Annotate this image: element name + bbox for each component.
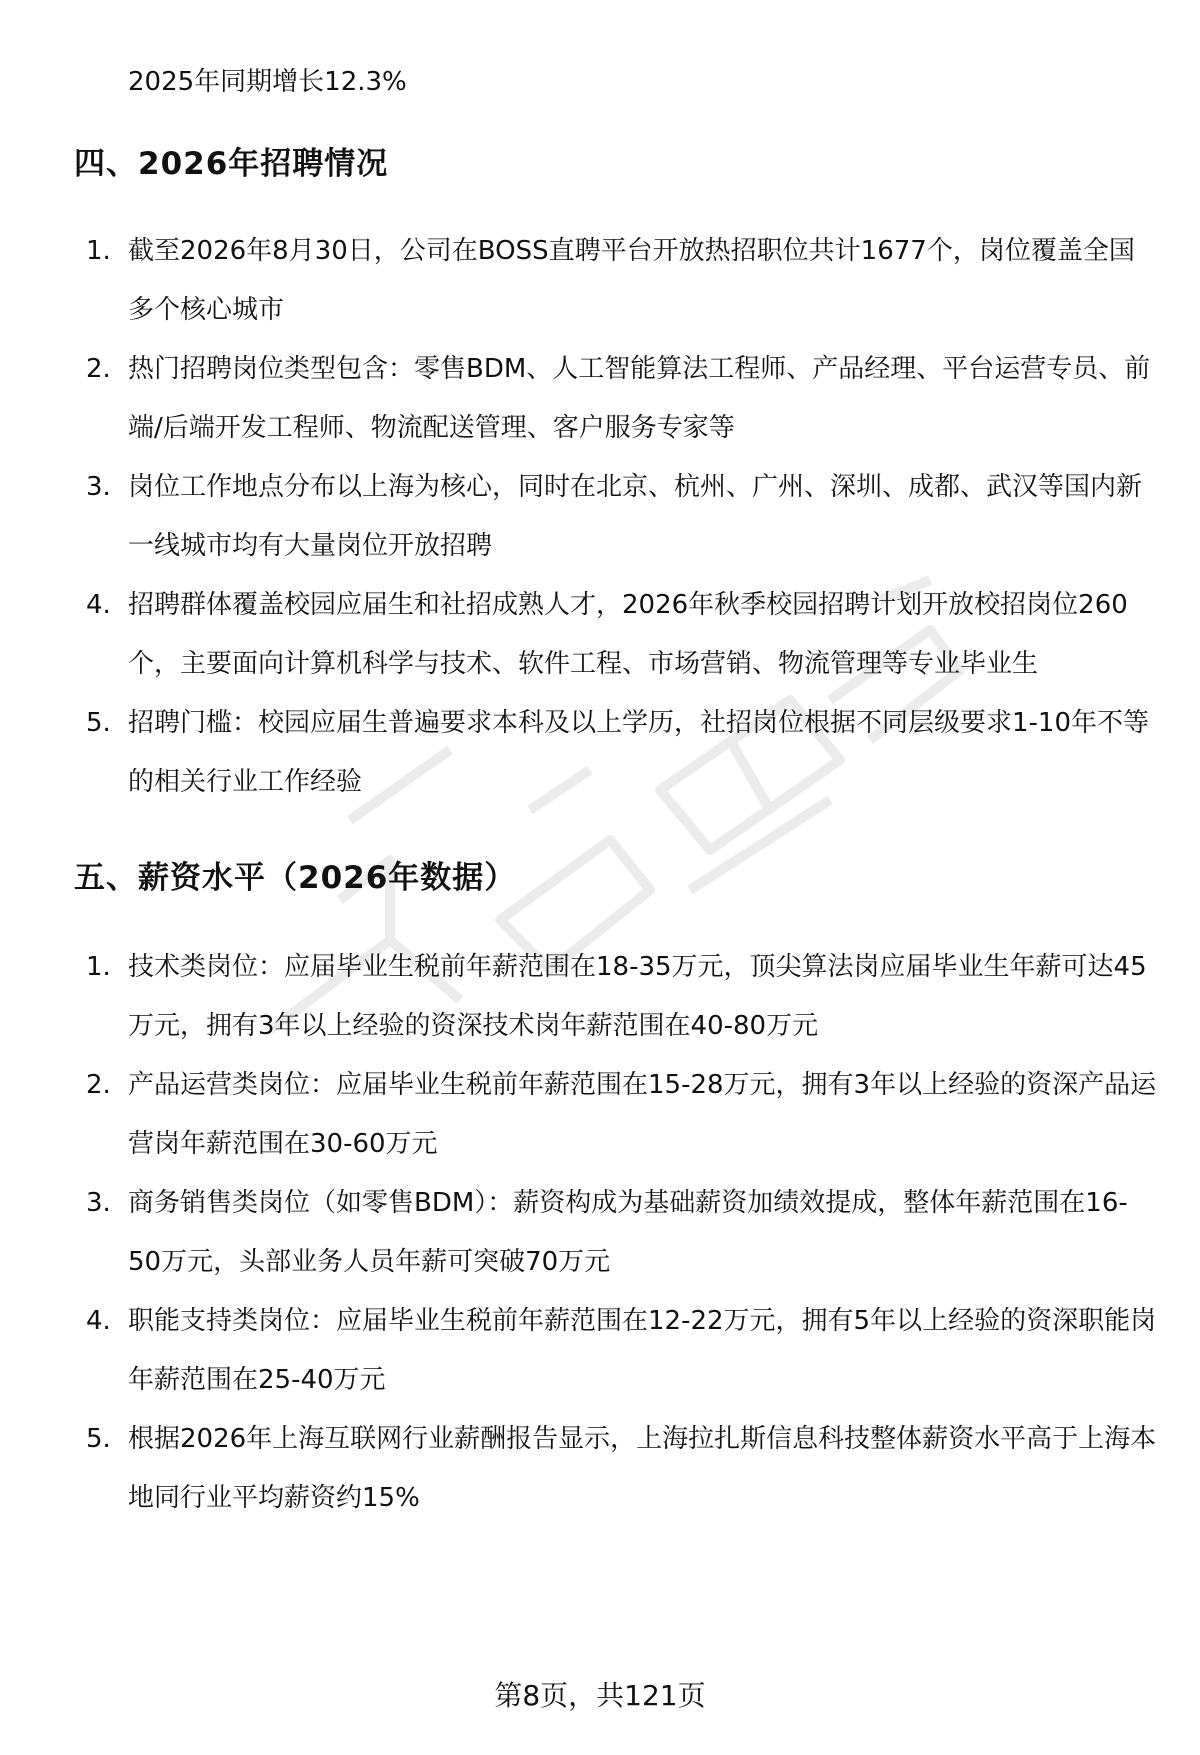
list-item (0, 222, 1200, 340)
list-item (0, 1056, 1200, 1174)
section-title-salary: 五、薪资水平（2026年数据） (74, 860, 517, 896)
list-item (0, 576, 1200, 694)
list-item-number: 4. (86, 1306, 111, 1336)
list-item-text: 招聘群体覆盖校园应届生和社招成熟人才，2026年秋季校园招聘计划开放校招岗位260个，主要面向计算机科学与技术、软件工程、市场营销、物流管理等专业毕业生 (128, 590, 1128, 679)
carryover-text: 2025年同期增长12.3% (128, 67, 407, 97)
list-item (0, 1410, 1200, 1528)
list-item (0, 938, 1200, 1056)
page-number: 第8页，共121页 (494, 1679, 706, 1712)
list-item-text: 根据2026年上海互联网行业薪酬报告显示，上海拉扎斯信息科技整体薪资水平高于上海本地同行业平均薪资约15% (128, 1424, 1157, 1513)
recruitment-list (0, 222, 1200, 812)
list-item-text: 热门招聘岗位类型包含：零售BDM、人工智能算法工程师、产品经理、平台运营专员、前端/后端开发工程师、物流配送管理、客户服务专家等 (128, 354, 1151, 443)
list-item-number: 1. (86, 952, 111, 982)
list-item-number: 2. (86, 1070, 111, 1100)
list-item-number: 5. (86, 1424, 111, 1454)
list-item-text: 职能支持类岗位：应届毕业生税前年薪范围在12-22万元，拥有5年以上经验的资深职能岗年薪范围在25-40万元 (128, 1306, 1157, 1395)
list-item-number: 5. (86, 708, 111, 738)
list-item (0, 1174, 1200, 1292)
list-item-number: 1. (86, 236, 111, 266)
list-item (0, 340, 1200, 458)
list-item-text: 技术类岗位：应届毕业生税前年薪范围在18-35万元，顶尖算法岗应届毕业生年薪可达45万元，拥有3年以上经验的资深技术岗年薪范围在40-80万元 (128, 952, 1147, 1041)
list-item-text: 岗位工作地点分布以上海为核心，同时在北京、杭州、广州、深圳、成都、武汉等国内新一线城市均有大量岗位开放招聘 (128, 472, 1143, 561)
list-item-text: 产品运营类岗位：应届毕业生税前年薪范围在15-28万元，拥有3年以上经验的资深产品运营岗年薪范围在30-60万元 (128, 1070, 1157, 1159)
list-item-number: 3. (86, 472, 111, 502)
list-item-text: 商务销售类岗位（如零售BDM）：薪资构成为基础薪资加绩效提成，整体年薪范围在16-50万元，头部业务人员年薪可突破70万元 (128, 1188, 1128, 1277)
list-item-number: 4. (86, 590, 111, 620)
list-item (0, 1292, 1200, 1410)
list-item-number: 2. (86, 354, 111, 384)
salary-list (0, 938, 1200, 1528)
list-item-text: 截至2026年8月30日，公司在BOSS直聘平台开放热招职位共计1677个，岗位覆盖全国多个核心城市 (128, 236, 1135, 325)
list-item (0, 694, 1200, 812)
section-title-recruitment: 四、2026年招聘情况 (74, 146, 389, 182)
list-item-number: 3. (86, 1188, 111, 1218)
list-item (0, 458, 1200, 576)
list-item-text: 招聘门槛：校园应届生普遍要求本科及以上学历，社招岗位根据不同层级要求1-10年不等的相关行业工作经验 (128, 708, 1150, 797)
